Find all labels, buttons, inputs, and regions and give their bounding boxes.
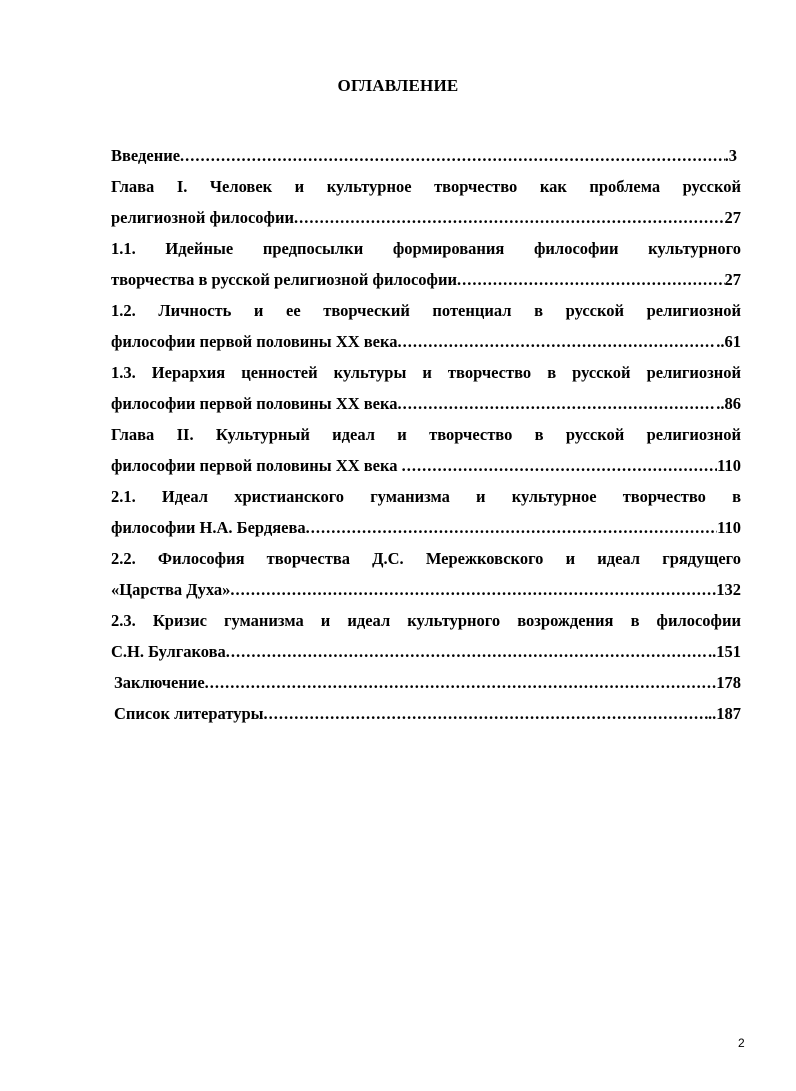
toc-page-number: ..151 (708, 642, 741, 661)
toc-leader-dots (180, 140, 725, 171)
toc-leader-dots (398, 388, 717, 419)
page-number: 2 (738, 1036, 745, 1050)
toc-leader-dots (398, 326, 717, 357)
toc-entry-chapter-1-line-2 (111, 202, 741, 233)
toc-entry-section-1-3-line-1: 1.3. Иерархия ценностей культуры и творчество в русской религиозной (111, 363, 741, 382)
toc-leader-dots (294, 202, 725, 233)
toc-entry-section-2-1-line-2 (111, 512, 741, 543)
toc-entry-section-1-3-line-2 (111, 388, 741, 419)
toc-page-number: ..61 (716, 332, 741, 351)
toc-entry-section-2-3-line-2 (111, 636, 741, 667)
toc-entry-text: Заключение (114, 673, 205, 692)
toc-entry-text: философии первой половины XX века (111, 394, 398, 413)
toc-entry-section-1-1-line-1: 1.1. Идейные предпосылки формирования философии культурного (111, 239, 741, 258)
toc-entry-introduction (111, 140, 741, 171)
toc-page-number: 27 (724, 208, 741, 227)
toc-page-number: ..187 (708, 704, 741, 723)
toc-entry-text: С.Н. Булгакова (111, 642, 226, 661)
toc-entry-text: творчества в русской религиозной философии (111, 270, 457, 289)
toc-entry-text: религиозной философии (111, 208, 294, 227)
toc-entry-section-2-1-line-1: 2.1. Идеал христианского гуманизма и культурное творчество в (111, 487, 741, 506)
toc-entry-section-1-2-line-2 (111, 326, 741, 357)
toc-entry-conclusion (111, 667, 741, 698)
toc-page-number: 178 (716, 673, 741, 692)
toc-entry-text: Введение (111, 146, 181, 165)
toc-leader-dots (264, 698, 708, 729)
toc-entry-section-2-2-line-1: 2.2. Философия творчества Д.С. Мережковского и идеал грядущего (111, 549, 741, 568)
toc-entry-section-2-2-line-2 (111, 574, 741, 605)
toc-page-number: ..86 (716, 394, 741, 413)
toc-entry-text: философии первой половины XX века (111, 456, 402, 475)
toc-leader-dots (230, 574, 712, 605)
toc-page-number: 27 (724, 270, 741, 289)
toc-entry-text: философии первой половины XX века (111, 332, 398, 351)
toc-leader-dots (205, 667, 717, 698)
toc-entry-section-1-2-line-1: 1.2. Личность и ее творческий потенциал в русской религиозной (111, 301, 741, 320)
toc-page-number: 110 (717, 456, 741, 475)
toc-leader-dots (226, 636, 708, 667)
toc-entry-chapter-2-line-1: Глава II. Культурный идеал и творчество в русской религиозной (111, 425, 741, 444)
toc-entry-text: «Царства Духа» (111, 580, 231, 599)
toc-entry-bibliography (111, 698, 741, 729)
toc-leader-dots (457, 264, 725, 295)
table-of-contents (111, 140, 741, 729)
toc-entry-chapter-1-line-1: Глава I. Человек и культурное творчество как проблема русской (111, 177, 741, 196)
toc-leader-dots (402, 450, 718, 481)
toc-entry-section-1-1-line-2 (111, 264, 741, 295)
toc-entry-text: Список литературы (114, 704, 264, 723)
toc-entry-text: философии Н.А. Бердяева (111, 518, 306, 537)
toc-entry-section-2-3-line-1: 2.3. Кризис гуманизма и идеал культурного возрождения в философии (111, 611, 741, 630)
toc-page-number: .3 (724, 146, 737, 165)
toc-entry-chapter-2-line-2 (111, 450, 741, 481)
toc-page-number: .132 (712, 580, 741, 599)
toc-page-number: 110 (717, 518, 741, 537)
page-title: ОГЛАВЛЕНИЕ (337, 76, 459, 95)
toc-leader-dots (306, 512, 718, 543)
